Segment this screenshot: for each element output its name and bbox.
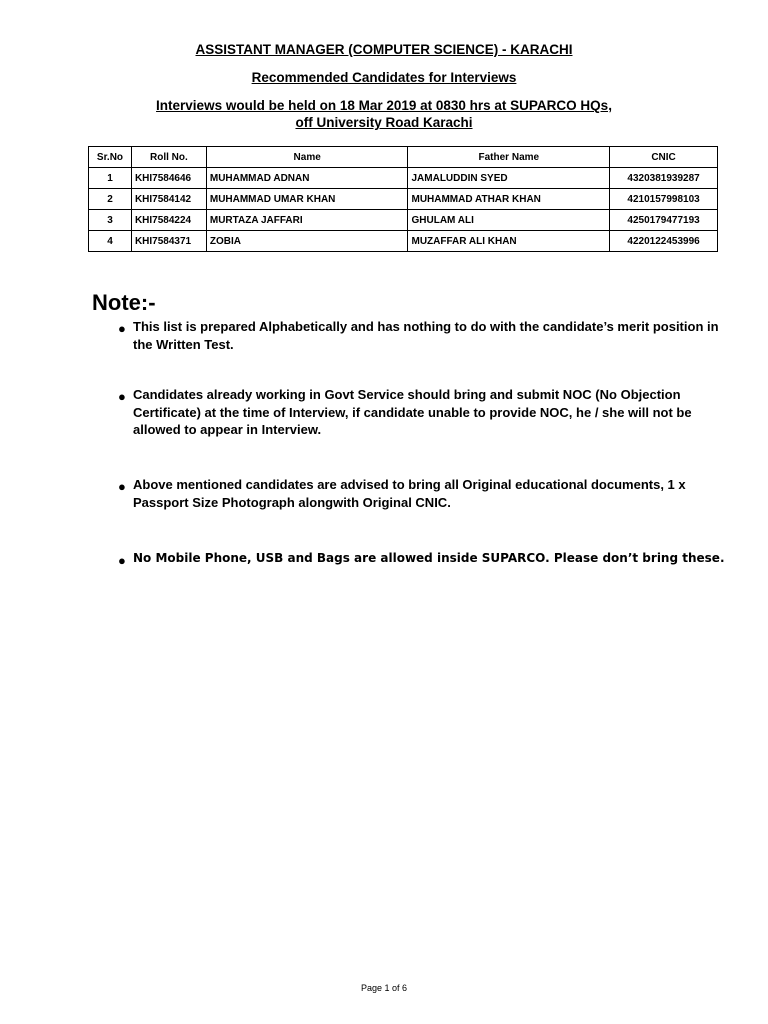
note-text: No Mobile Phone, USB and Bags are allowed inside SUPARCO. Please don’t bring these.: [133, 551, 725, 565]
document-title: ASSISTANT MANAGER (COMPUTER SCIENCE) - KARACHI: [195, 42, 573, 57]
cell-srno: 3: [89, 210, 132, 231]
bullet-icon: ●: [118, 389, 126, 404]
cell-father-name: JAMALUDDIN SYED: [408, 168, 610, 189]
note-item: [118, 550, 728, 568]
table-row: [89, 210, 718, 231]
note-item: [118, 476, 728, 511]
cell-father-name: MUHAMMAD ATHAR KHAN: [408, 189, 610, 210]
column-header-father-name: Father Name: [408, 147, 610, 168]
table-row: [89, 231, 718, 252]
page-number: Page 1 of 6: [360, 983, 408, 993]
bullet-icon: ●: [118, 553, 126, 568]
cell-roll-no: KHI7584224: [131, 210, 206, 231]
table-header-row: [89, 147, 718, 168]
column-header-srno: Sr.No: [89, 147, 132, 168]
column-header-cnic: CNIC: [610, 147, 718, 168]
column-header-name: Name: [206, 147, 408, 168]
note-text: Candidates already working in Govt Service should bring and submit NOC (No Objection Certificate) at the time of Interview, if candidate unable to provide NOC, he / she will not be allowed to appear in Interview.: [133, 387, 692, 437]
cell-roll-no: KHI7584646: [131, 168, 206, 189]
note-text: This list is prepared Alphabetically and has nothing to do with the candidate’s merit position in the Written Test.: [133, 319, 719, 352]
document-subtitle: Recommended Candidates for Interviews: [251, 70, 517, 85]
bullet-icon: ●: [118, 321, 126, 336]
interview-details-line-1: Interviews would be held on 18 Mar 2019 at 0830 hrs at SUPARCO HQs,: [156, 98, 612, 113]
cell-cnic: 4320381939287: [610, 168, 718, 189]
cell-father-name: GHULAM ALI: [408, 210, 610, 231]
column-header-roll-no: Roll No.: [131, 147, 206, 168]
cell-srno: 2: [89, 189, 132, 210]
cell-name: ZOBIA: [206, 231, 408, 252]
table-row: [89, 189, 718, 210]
cell-father-name: MUZAFFAR ALI KHAN: [408, 231, 610, 252]
cell-roll-no: KHI7584371: [131, 231, 206, 252]
cell-srno: 1: [89, 168, 132, 189]
note-item: [118, 386, 728, 439]
interview-details-line-2: off University Road Karachi: [295, 115, 473, 130]
table-row: [89, 168, 718, 189]
candidates-table: [88, 146, 718, 252]
cell-srno: 4: [89, 231, 132, 252]
note-text: Above mentioned candidates are advised to bring all Original educational documents, 1 x Passport Size Photograph alongwith Original CNIC.: [133, 477, 686, 510]
cell-name: MURTAZA JAFFARI: [206, 210, 408, 231]
cell-name: MUHAMMAD UMAR KHAN: [206, 189, 408, 210]
bullet-icon: ●: [118, 479, 126, 494]
note-heading: Note:-: [92, 290, 156, 315]
note-item: [118, 318, 728, 353]
cell-name: MUHAMMAD ADNAN: [206, 168, 408, 189]
cell-cnic: 4210157998103: [610, 189, 718, 210]
cell-cnic: 4220122453996: [610, 231, 718, 252]
cell-roll-no: KHI7584142: [131, 189, 206, 210]
cell-cnic: 4250179477193: [610, 210, 718, 231]
